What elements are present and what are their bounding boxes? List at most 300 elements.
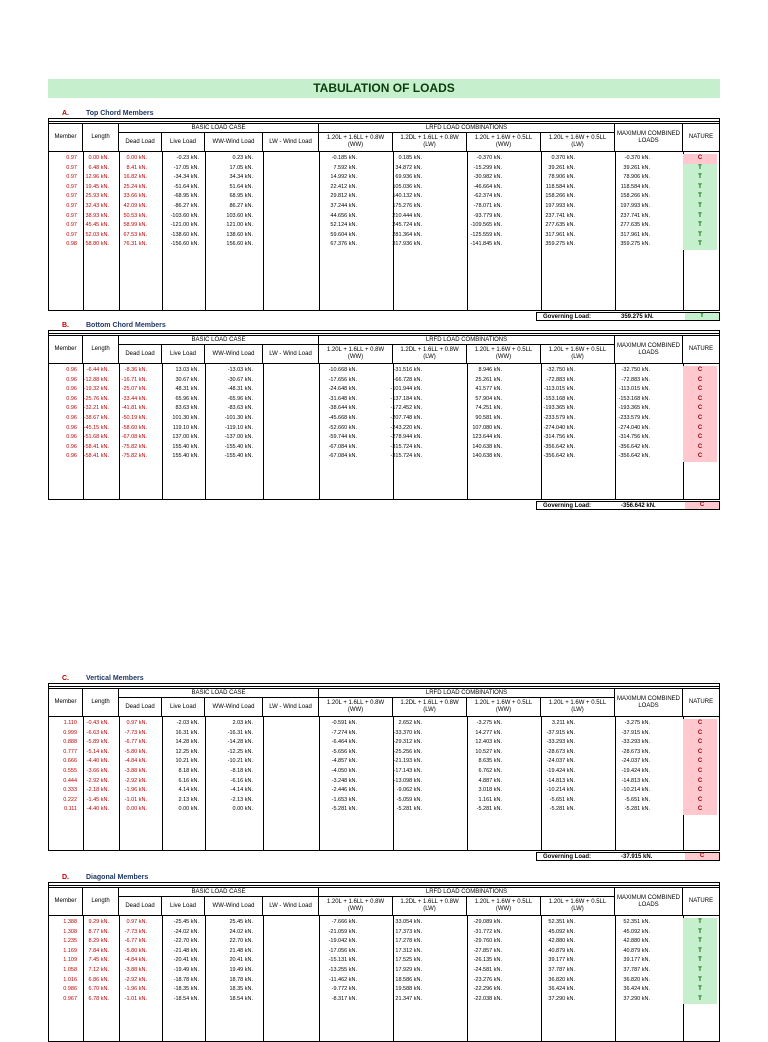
table-cell: -5.651 kN. <box>624 796 650 803</box>
table-cell: 34.34 kN. <box>229 174 253 181</box>
table-cell: -10.21 kN. <box>227 758 253 765</box>
table-cell: 3.018 kN. <box>478 787 502 794</box>
table-cell: 0.111 <box>64 806 77 813</box>
table-cell: -33.370 kN. <box>393 729 422 736</box>
table-cell: 1.109 <box>63 957 77 964</box>
header-lrfd-combinations: LRFD LOAD COMBINATIONS <box>319 888 615 897</box>
table-cell: 22.412 kN. <box>330 183 357 190</box>
table-cell: 175.276 kN. <box>392 203 422 209</box>
header-combo-2-line2: (LW) <box>423 354 436 360</box>
table-cell: -137.184 kN. <box>390 395 422 402</box>
table-cell: -21.193 kN. <box>393 758 422 765</box>
header-combo-4-text <box>549 700 607 714</box>
table-row <box>49 183 719 193</box>
table-cell: 25.24 kN. <box>123 183 147 190</box>
table-cell: -22.038 kN. <box>473 995 502 1002</box>
header-member: Member <box>49 124 83 151</box>
table-cell: -25.256 kN. <box>393 748 422 755</box>
header-combo-2-line2: (LW) <box>423 142 436 148</box>
table-row <box>49 738 719 748</box>
table-cell: -10.214 kN. <box>621 787 650 794</box>
table-cell: 1.110 <box>63 720 77 726</box>
table-header <box>49 887 719 916</box>
table-cell: 140.638 kN. <box>472 453 502 460</box>
table-cell: 0.222 <box>63 796 77 803</box>
table-cell: -6.464 kN. <box>331 739 357 746</box>
table-cell: 57.904 kN. <box>475 395 502 402</box>
table-row <box>49 928 719 938</box>
header-combo-2-text <box>400 135 458 149</box>
table-cell: -72.883 kN. <box>621 376 650 383</box>
header-combo-3 <box>467 345 541 363</box>
table-cell: 14.992 kN. <box>330 174 357 181</box>
nature-badge: T <box>683 192 717 202</box>
table-cell: -20.41 kN. <box>173 957 199 964</box>
nature-badge: C <box>683 738 717 748</box>
governing-nature: T <box>685 313 719 320</box>
table-cell: 32.43 kN. <box>85 203 109 209</box>
table-cell: 1.161 kN. <box>478 796 502 803</box>
table-cell: -52.660 kN. <box>328 424 357 431</box>
table-cell: -5.281 kN. <box>624 806 650 813</box>
load-table <box>48 118 720 311</box>
header-member: Member <box>49 689 83 716</box>
header-lw-wind: LW - Wind Load <box>263 698 319 716</box>
table-cell: 0.333 <box>63 787 77 794</box>
nature-badge: C <box>683 404 717 414</box>
table-cell: -29.089 kN. <box>473 919 502 925</box>
table-cell: 0.370 kN. <box>551 155 575 161</box>
table-cell: -16.71 kN. <box>121 376 147 383</box>
header-combo-4-text <box>549 347 607 361</box>
table-row <box>49 202 719 212</box>
table-cell: 14.28 kN. <box>175 739 199 746</box>
table-cell: -2.92 kN. <box>86 777 109 784</box>
governing-load <box>536 312 720 321</box>
table-cell: 0.666 <box>63 758 77 765</box>
header-combo-2-text <box>400 899 458 913</box>
table-cell: 12.25 kN. <box>175 748 199 755</box>
table-header <box>49 335 719 364</box>
table-row <box>49 424 719 434</box>
table-cell: -67.08 kN. <box>121 434 147 441</box>
header-combo-2 <box>393 345 467 363</box>
header-lw-wind: LW - Wind Load <box>263 133 319 151</box>
header-combo-3-line1: 1.20L + 1.6W + 0.5LL <box>474 899 533 905</box>
table-cell: -356.642 kN. <box>618 443 650 450</box>
table-cell: -5.80 kN. <box>124 947 147 954</box>
header-combo-4 <box>541 133 615 151</box>
table-cell: 6.16 kN. <box>178 777 199 784</box>
table-cell: 25.261 kN. <box>475 376 502 383</box>
table-cell: 107.080 kN. <box>472 424 502 431</box>
table-cell: 78.906 kN. <box>548 174 575 181</box>
nature-badge: C <box>683 376 717 386</box>
table-cell: -5.89 kN. <box>86 739 109 746</box>
table-cell: -10.668 kN. <box>328 367 357 373</box>
header-live-load: Live Load <box>162 698 205 716</box>
table-cell: -24.037 kN. <box>546 758 575 765</box>
table-row <box>49 918 719 928</box>
header-combo-4-line2: (LW) <box>571 707 584 713</box>
table-cell: 39.261 kN. <box>548 164 575 171</box>
section-name: Bottom Chord Members <box>86 322 166 329</box>
nature-badge: T <box>683 947 717 957</box>
table-cell: 68.95 kN. <box>229 193 253 200</box>
section-letter: D. <box>62 874 69 881</box>
table-cell: -28.673 kN. <box>546 748 575 755</box>
table-cell: -103.60 kN. <box>170 212 199 219</box>
table-cell: -19.042 kN. <box>328 938 357 945</box>
table-cell: 39.261 kN. <box>623 164 650 171</box>
table-cell: 0.00 kN. <box>126 155 147 161</box>
table-cell: 18.78 kN. <box>229 976 253 983</box>
table-row <box>49 433 719 443</box>
table-cell: 19.49 kN. <box>229 967 253 973</box>
nature-badge: T <box>683 183 717 193</box>
table-cell: -125.559 kN. <box>470 231 502 238</box>
nature-badge: C <box>683 729 717 739</box>
header-combo-3-line1: 1.20L + 1.6W + 0.5LL <box>474 135 533 141</box>
table-cell: -8.317 kN. <box>331 995 357 1002</box>
table-cell: 16.31 kN. <box>175 729 199 736</box>
table-cell: 44.656 kN. <box>330 212 357 219</box>
table-cell: 8.635 kN. <box>478 758 502 765</box>
table-cell: -46.664 kN. <box>473 183 502 190</box>
table-cell: -13.255 kN. <box>328 967 357 973</box>
table-cell: 0.00 kN. <box>88 155 109 161</box>
table-cell: 119.10 kN. <box>172 424 199 431</box>
nature-badge: C <box>683 366 717 376</box>
table-row <box>49 154 719 164</box>
table-cell: -31.772 kN. <box>473 928 502 935</box>
table-cell: -50.19 kN. <box>121 415 147 421</box>
table-cell: 0.96 <box>66 405 77 412</box>
nature-badge: C <box>683 414 717 424</box>
table-cell: 17.929 kN. <box>395 967 422 973</box>
table-cell: 8.29 kN. <box>88 938 109 945</box>
table-cell: 317.936 kN. <box>392 241 422 248</box>
header-combo-2-line1: 1.2DL + 1.6LL + 0.8W <box>400 135 459 141</box>
table-cell: -4.857 kN. <box>331 758 357 765</box>
table-cell: 277.635 kN. <box>545 222 575 229</box>
table-cell: 7.45 kN. <box>88 957 109 964</box>
table-row <box>49 376 719 386</box>
table-row <box>49 748 719 758</box>
table-cell: 1.058 <box>63 967 77 973</box>
header-combo-1 <box>319 897 393 915</box>
table-row <box>49 937 719 947</box>
table-cell: -156.60 kN. <box>170 241 199 248</box>
table-cell: 0.986 <box>63 986 77 993</box>
table-cell: 2.652 kN. <box>398 720 422 726</box>
table-cell: 0.967 <box>63 995 77 1002</box>
table-cell: -25.45 kN. <box>173 919 199 925</box>
table-cell: 8.946 kN. <box>478 367 502 373</box>
table-cell: 10.21 kN. <box>175 758 199 765</box>
header-ww-wind: WW-Wind Load <box>205 345 263 363</box>
table-cell: 0.97 <box>66 193 77 200</box>
nature-badge: C <box>683 767 717 777</box>
header-combo-2-line2: (LW) <box>423 707 436 713</box>
table-cell: 21.347 kN. <box>395 995 422 1002</box>
table-cell: 6.762 kN. <box>478 768 502 774</box>
table-row <box>49 212 719 222</box>
governing-value: -37.915 kN. <box>621 854 653 860</box>
table-cell: -68.95 kN. <box>173 193 199 200</box>
table-row <box>49 366 719 376</box>
header-max-combined: MAXIMUM COMBINED LOADS <box>615 888 683 915</box>
header-dead-load: Dead Load <box>119 897 162 915</box>
header-basic-load-case: BASIC LOAD CASE <box>119 124 319 133</box>
table-cell: -59.744 kN. <box>328 434 357 441</box>
table-cell: -14.813 kN. <box>621 777 650 784</box>
table-cell: 33.66 kN. <box>123 193 147 200</box>
header-combo-3-line2: (WW) <box>495 906 512 912</box>
table-cell: 8.41 kN. <box>126 164 147 171</box>
table-row <box>49 995 719 1005</box>
header-lw-wind: LW - Wind Load <box>263 897 319 915</box>
table-cell: -274.040 kN. <box>618 424 650 431</box>
table-cell: 14.277 kN. <box>475 729 502 736</box>
table-cell: -5.14 kN. <box>86 748 109 755</box>
table-cell: 45.45 kN. <box>85 222 109 229</box>
governing-value: -356.642 kN. <box>621 503 656 509</box>
table-cell: 37.244 kN. <box>330 203 357 209</box>
table-cell: -8.18 kN. <box>230 768 253 774</box>
table-cell: -101.30 kN. <box>224 415 253 421</box>
header-combo-3-line2: (WW) <box>495 354 512 360</box>
table-cell: 83.63 kN. <box>175 405 199 412</box>
header-combo-1-line2: (WW) <box>347 354 364 360</box>
table-cell: 210.444 kN. <box>392 212 422 219</box>
header-max-combined: MAXIMUM COMBINED LOADS <box>615 336 683 363</box>
table-cell: -7.73 kN. <box>124 928 147 935</box>
table-cell: -315.724 kN. <box>390 443 422 450</box>
section-letter: B. <box>62 322 69 329</box>
header-combo-2-line1: 1.2DL + 1.6LL + 0.8W <box>400 700 459 706</box>
table-cell: -72.883 kN. <box>546 376 575 383</box>
table-cell: 281.364 kN. <box>392 231 422 238</box>
header-combo-3-text <box>475 135 533 149</box>
header-combo-1-line2: (WW) <box>347 906 364 912</box>
table-cell: 39.177 kN. <box>623 957 650 964</box>
table-cell: -33.293 kN. <box>546 739 575 746</box>
table-cell: -1.01 kN. <box>124 796 147 803</box>
table-cell: -30.982 kN. <box>473 174 502 181</box>
table-cell: 6.78 kN. <box>88 995 109 1002</box>
table-cell: 30.67 kN. <box>175 376 199 383</box>
header-ww-wind: WW-Wind Load <box>205 133 263 151</box>
table-cell: 0.23 kN. <box>232 155 253 161</box>
table-cell: 37.787 kN. <box>548 967 575 973</box>
table-cell: -10.214 kN. <box>546 787 575 794</box>
table-cell: -22.70 kN. <box>173 938 199 945</box>
table-cell: -5.80 kN. <box>124 748 147 755</box>
table-cell: 17.525 kN. <box>395 957 422 964</box>
header-length: Length <box>83 888 119 915</box>
header-combo-1-text <box>327 899 384 913</box>
header-combo-1 <box>319 133 393 151</box>
table-cell: 90.581 kN. <box>475 415 502 421</box>
table-cell: -356.642 kN. <box>543 443 575 450</box>
table-cell: 18.586 kN. <box>395 976 422 983</box>
header-basic-load-case: BASIC LOAD CASE <box>119 689 319 698</box>
header-combo-1-text <box>327 347 384 361</box>
table-cell: -0.43 kN. <box>86 720 109 726</box>
table-cell: 0.97 kN. <box>126 720 147 726</box>
header-lw-wind: LW - Wind Load <box>263 345 319 363</box>
table-cell: -3.275 kN. <box>624 720 650 726</box>
section-name: Diagonal Members <box>86 874 149 881</box>
table-cell: 317.961 kN. <box>620 231 650 238</box>
nature-badge: C <box>683 424 717 434</box>
table-cell: 0.96 <box>66 434 77 441</box>
table-cell: 76.31 kN. <box>123 241 147 248</box>
table-cell: -13.03 kN. <box>227 367 253 373</box>
governing-label: Governing Load: <box>543 314 591 320</box>
table-cell: -12.25 kN. <box>227 748 253 755</box>
table-cell: 69.936 kN. <box>395 174 422 181</box>
table-cell: 8.77 kN. <box>88 928 109 935</box>
header-lrfd-combinations: LRFD LOAD COMBINATIONS <box>319 689 615 698</box>
table-header <box>49 123 719 152</box>
table-row <box>49 404 719 414</box>
table-cell: -6.63 kN. <box>86 729 109 736</box>
table-cell: -18.54 kN. <box>173 995 199 1002</box>
header-combo-3-line1: 1.20L + 1.6W + 0.5LL <box>474 347 533 353</box>
table-cell: -22.296 kN. <box>473 986 502 993</box>
header-nature: NATURE <box>688 699 714 705</box>
governing-label: Governing Load: <box>543 854 591 860</box>
nature-badge: C <box>683 433 717 443</box>
table-cell: -15.299 kN. <box>473 164 502 171</box>
table-cell: 105.036 kN. <box>392 183 422 190</box>
table-cell: 37.290 kN. <box>623 995 650 1002</box>
table-cell: 37.787 kN. <box>623 967 650 973</box>
table-cell: -356.642 kN. <box>618 453 650 460</box>
header-combo-3-line2: (WW) <box>495 707 512 713</box>
table-cell: -274.040 kN. <box>543 424 575 431</box>
header-combo-2-line1: 1.2DL + 1.6LL + 0.8W <box>400 347 459 353</box>
table-cell: -4.84 kN. <box>124 758 147 765</box>
table-cell: -233.579 kN. <box>543 415 575 421</box>
table-cell: -33.293 kN. <box>621 739 650 746</box>
table-cell: 0.96 <box>66 415 77 421</box>
table-row <box>49 805 719 815</box>
nature-badge: T <box>683 173 717 183</box>
nature-badge: C <box>683 805 717 815</box>
table-row <box>49 956 719 966</box>
table-cell: -9.772 kN. <box>331 986 357 993</box>
table-cell: 0.999 <box>63 729 77 736</box>
table-cell: 0.97 <box>66 174 77 181</box>
table-row <box>49 452 719 462</box>
table-cell: 7.592 kN. <box>333 164 357 171</box>
header-combo-2 <box>393 698 467 716</box>
table-cell: -31.648 kN. <box>328 395 357 402</box>
table-cell: 197.993 kN. <box>545 203 575 209</box>
header-combo-1-line2: (WW) <box>347 142 364 148</box>
table-cell: 24.02 kN. <box>229 928 253 935</box>
table-cell: 101.30 kN. <box>172 415 199 421</box>
table-cell: -5.651 kN. <box>549 796 575 803</box>
table-cell: -5.059 kN. <box>396 796 422 803</box>
table-cell: 6.86 kN. <box>88 976 109 983</box>
table-cell: -37.915 kN. <box>621 729 650 736</box>
table-cell: 52.351 kN. <box>548 919 575 925</box>
table-cell: 158.266 kN. <box>545 193 575 200</box>
table-cell: 29.812 kN. <box>330 193 357 200</box>
header-lrfd-combinations: LRFD LOAD COMBINATIONS <box>319 336 615 345</box>
table-cell: -45.668 kN. <box>328 415 357 421</box>
table-cell: 277.635 kN. <box>620 222 650 229</box>
table-cell: 155.40 kN. <box>172 443 199 450</box>
header-combo-4-line2: (LW) <box>571 906 584 912</box>
table-cell: -153.168 kN. <box>543 395 575 402</box>
table-cell: 140.132 kN. <box>392 193 422 200</box>
table-cell: -4.050 kN. <box>331 768 357 774</box>
table-row <box>49 777 719 787</box>
table-cell: 0.97 <box>66 155 77 161</box>
load-table <box>48 330 720 500</box>
table-cell: 8.18 kN. <box>178 768 199 774</box>
table-cell: -32.750 kN. <box>546 367 575 373</box>
header-combo-4-line1: 1.20L + 1.6W + 0.5LL <box>548 347 607 353</box>
table-cell: -30.67 kN. <box>227 376 253 383</box>
table-cell: -119.10 kN. <box>224 424 253 431</box>
header-live-load: Live Load <box>162 345 205 363</box>
table-cell: -67.084 kN. <box>328 443 357 450</box>
header-nature: NATURE <box>688 134 714 140</box>
governing-load <box>536 501 720 510</box>
table-cell: -66.728 kN. <box>393 376 422 383</box>
table-cell: -62.374 kN. <box>473 193 502 200</box>
load-table <box>48 683 720 851</box>
table-cell: 121.00 kN. <box>226 222 253 229</box>
table-cell: -19.32 kN. <box>83 386 109 393</box>
nature-badge: C <box>683 452 717 462</box>
header-combo-1 <box>319 345 393 363</box>
header-combo-4 <box>541 345 615 363</box>
table-cell: 158.266 kN. <box>620 193 650 200</box>
nature-badge: T <box>683 240 717 250</box>
header-dead-load: Dead Load <box>119 345 162 363</box>
nature-badge: T <box>683 995 717 1005</box>
table-cell: -24.037 kN. <box>621 758 650 765</box>
section-label <box>62 874 148 881</box>
nature-badge: T <box>683 221 717 231</box>
table-cell: 3.211 kN. <box>551 720 575 726</box>
header-combo-3-text <box>475 700 533 714</box>
table-cell: 34.872 kN. <box>395 164 422 171</box>
table-cell: 65.96 kN. <box>175 395 199 402</box>
table-cell: 0.96 <box>66 453 77 460</box>
page-title: TABULATION OF LOADS <box>48 79 720 98</box>
header-combo-3-line1: 1.20L + 1.6W + 0.5LL <box>474 700 533 706</box>
table-row <box>49 719 719 729</box>
header-basic-load-case: BASIC LOAD CASE <box>119 888 319 897</box>
table-cell: 118.584 kN. <box>620 183 650 190</box>
table-cell: -2.92 kN. <box>124 777 147 784</box>
table-row <box>49 395 719 405</box>
table-cell: -5.281 kN. <box>476 806 502 813</box>
table-cell: -5.281 kN. <box>396 806 422 813</box>
header-combo-4-text <box>549 135 607 149</box>
table-row <box>49 947 719 957</box>
table-cell: -31.516 kN. <box>393 367 422 373</box>
header-lrfd-combinations: LRFD LOAD COMBINATIONS <box>319 124 615 133</box>
